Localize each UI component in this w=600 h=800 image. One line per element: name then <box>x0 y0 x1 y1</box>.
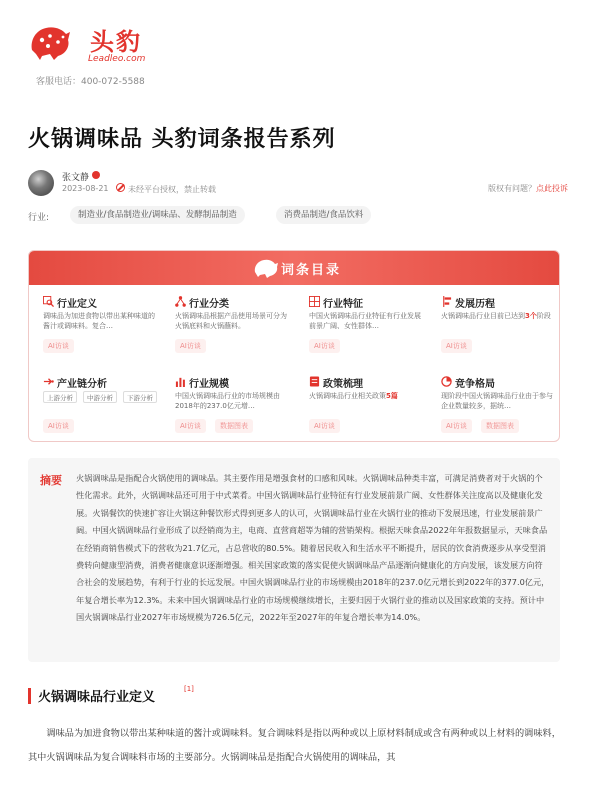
leopard-logo-icon <box>28 20 72 64</box>
toc-title: 词条目录 <box>280 263 341 278</box>
midstream-tag[interactable]: 中游分析 <box>83 391 117 403</box>
ai-interview-pill[interactable]: AI访谈 <box>441 419 472 433</box>
verified-badge-icon <box>92 171 100 179</box>
toc-item-definition[interactable] <box>43 295 167 365</box>
ai-interview-pill[interactable]: AI访谈 <box>309 339 340 353</box>
leadleo-logo[interactable] <box>28 14 168 74</box>
toc-item-policy[interactable] <box>309 375 433 442</box>
ai-interview-pill[interactable]: AI访谈 <box>441 339 472 353</box>
industry-label: 行业: <box>28 213 50 223</box>
stage-count: 3个 <box>525 312 537 320</box>
ai-interview-pill[interactable]: AI访谈 <box>43 339 74 353</box>
prohibited-icon <box>116 183 125 192</box>
avatar[interactable] <box>28 170 54 196</box>
page-title: 火锅调味品 头豹词条报告系列 <box>28 127 336 152</box>
brand-name: 头豹 <box>90 28 142 56</box>
toc-item-name: 竞争格局 <box>455 379 495 390</box>
toc-item-name: 发展历程 <box>455 299 495 310</box>
toc-item-competition[interactable] <box>441 375 560 442</box>
toc-item-name: 政策梳理 <box>323 379 363 390</box>
header <box>28 14 568 90</box>
toc-item-desc: 现阶段中国火锅调味品行业由于参与企业数量较多，据统… <box>441 392 553 410</box>
abstract-box <box>28 458 560 662</box>
copyright-question <box>488 183 568 194</box>
toc-item-name: 行业分类 <box>189 299 229 310</box>
timeline-icon <box>441 296 452 307</box>
ai-interview-pill[interactable]: AI访谈 <box>309 419 340 433</box>
industry-tag[interactable]: 制造业/食品制造业/调味品、发酵制品制造 <box>70 206 245 224</box>
reference-link[interactable]: [1] <box>184 685 194 693</box>
toc-item-desc: 火锅调味品根据产品使用场景可分为火锅底料和火锅蘸料。 <box>175 312 287 330</box>
toc-item-industry-chain[interactable] <box>43 375 167 442</box>
toc-item-desc: 中国火锅调味品行业的市场规模由2018年的237.0亿元增… <box>175 392 280 410</box>
body-paragraph: 调味品为加进食物以带出某种味道的酱汁或调味料。复合调味料是指以两种或以上原材料制成或含有两种或以上材料的调味料，其中火锅调味品为复合调味料市场的主要部分。火锅调味品是指配合火锅使用的调味品，其 <box>28 728 561 763</box>
toc-item-market-size[interactable] <box>175 375 299 442</box>
toc-item-name: 行业规模 <box>189 379 229 390</box>
toc-item-name: 行业特征 <box>323 299 363 310</box>
ai-interview-pill[interactable]: AI访谈 <box>175 339 206 353</box>
abstract-text: 火锅调味品是指配合火锅使用的调味品。其主要作用是增强食材的口感和风味。火锅调味品种类丰富，可满足消费者对于火锅的个性化需求。此外，火锅调味品还可用于中式菜肴。中国火锅调味品行业特征有行业发展前景广阔、女性群体关注度高以及健康化发展。火锅餐饮的快速扩容让火锅这种餐饮形式得到更多人的认可，火锅调味品行业在火锅行业的推动下发展迅速，行业发展前景广阔。中国火锅调味品行业形成了以经销商为主，电商、直营商超等为辅的营销架构。根据天味食品2022年年报数据显示，天味食品在经销商销售模式下的营收为21.7亿元，占总营收的80.5%。随着居民收入和生活水平不断提升，居民的饮食消费逐步从享受型消费转向健康型消费，消费者健康意识逐渐增强。相关国家政策的落实促使火锅调味品产品逐渐向健康化的方向发展，该发展方向符合社会的发展趋势，有利于行业的长远发展。中国火锅调味品行业的市场规模由2018年的237.0亿元增长到2022年的377.0亿元，年复合增长率为12.3%。未来中国火锅调味品行业的市场规模继续增长，主要归因于火锅行业的推动以及国家政策的支持。预计中国火锅调味品行业2027年市场规模为726.5亿元，2022年至2027年的年复合增长率为14.0%。 <box>76 473 550 623</box>
abstract-label: 摘要 <box>40 474 62 487</box>
toc-item-desc: 中国火锅调味品行业特征有行业发展前景广阔、女性群体… <box>309 312 421 330</box>
downstream-tag[interactable]: 下游分析 <box>123 391 157 403</box>
toc-item-desc: 火锅调味品行业目前已达到3个阶段 <box>441 312 551 320</box>
upstream-tag[interactable]: 上游分析 <box>43 391 77 403</box>
toc-item-desc: 调味品为加进食物以带出某种味道的酱汁或调味料。复合… <box>43 312 155 330</box>
section-heading <box>28 686 568 708</box>
toc-item-classification[interactable] <box>175 295 299 365</box>
policy-count: 5篇 <box>386 392 398 400</box>
toc-card <box>28 250 560 442</box>
magnifier-icon <box>43 296 54 307</box>
ai-interview-pill[interactable]: AI访谈 <box>43 419 74 433</box>
rights-notice: 未经平台授权，禁止转载 <box>128 185 216 194</box>
complaint-link[interactable]: 点此投诉 <box>536 184 568 193</box>
ai-interview-pill[interactable]: AI访谈 <box>175 419 206 433</box>
hierarchy-icon <box>175 296 186 307</box>
industry-row <box>28 206 568 226</box>
toc-header <box>29 251 559 285</box>
bar-chart-icon <box>175 376 186 387</box>
pie-icon <box>441 376 452 387</box>
toc-item-characteristics[interactable] <box>309 295 433 365</box>
section-accent-bar <box>28 688 31 704</box>
hotline: 客服电话：400-072-5588 <box>36 77 145 87</box>
data-chart-pill[interactable]: 数据图表 <box>481 419 519 433</box>
chain-icon <box>43 376 54 387</box>
section-title: 火锅调味品行业定义 <box>38 690 156 705</box>
toc-item-history[interactable] <box>441 295 560 365</box>
industry-tag[interactable]: 消费品制造/食品饮料 <box>276 206 371 224</box>
grid-icon <box>309 296 320 307</box>
brand-domain: Leadleo.com <box>88 54 146 64</box>
author-name[interactable]: 张文静 <box>62 173 90 183</box>
author-row <box>28 168 568 198</box>
copyright-question-text: 版权有问题？ <box>488 184 536 193</box>
data-chart-pill[interactable]: 数据图表 <box>215 419 253 433</box>
document-icon <box>309 376 320 387</box>
toc-item-desc: 火锅调味品行业相关政策5篇 <box>309 392 398 400</box>
toc-item-name: 产业链分析 <box>57 379 107 390</box>
toc-item-name: 行业定义 <box>57 299 97 310</box>
publish-date: 2023-08-21 <box>62 184 109 193</box>
